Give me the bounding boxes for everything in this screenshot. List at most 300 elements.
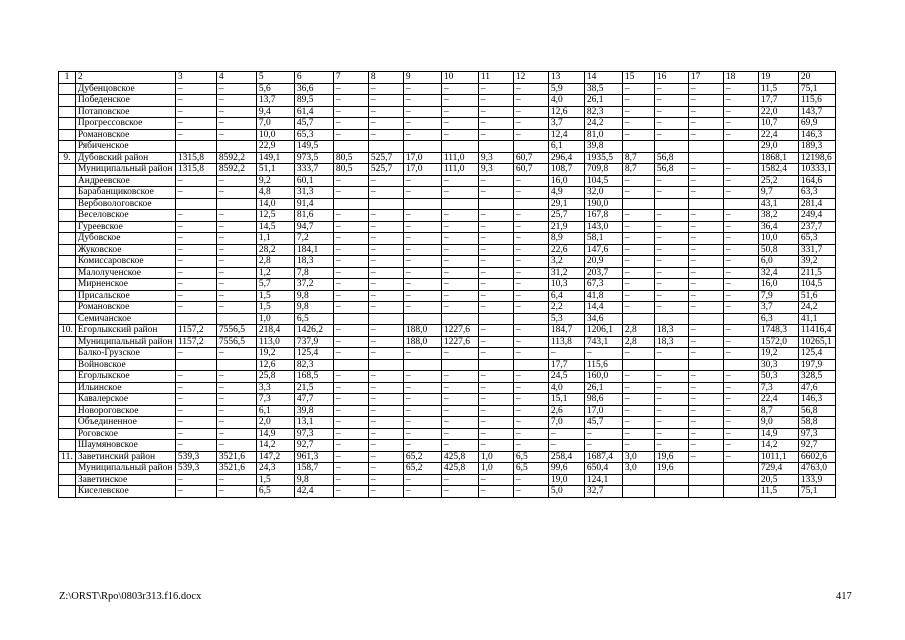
value-cell: 17 [688,72,723,84]
value-cell: 18 [723,72,758,84]
value-cell [333,141,368,153]
value-cell: – [175,210,216,222]
name-cell: Романовское [75,302,175,314]
value-cell: – [441,302,478,314]
value-cell: 111,0 [441,152,478,164]
value-cell [723,474,758,486]
value-cell: 249,4 [798,210,835,222]
table-row [59,267,836,279]
value-cell: 29,0 [758,141,798,153]
index-cell [59,118,76,130]
value-cell: – [478,440,513,452]
value-cell: – [478,267,513,279]
value-cell: – [654,233,688,245]
value-cell: – [333,175,368,187]
name-cell: Объединенное [75,417,175,429]
value-cell: – [622,440,654,452]
value-cell: – [723,129,758,141]
value-cell: 115,6 [584,359,622,371]
value-cell: – [478,486,513,498]
value-cell [513,141,548,153]
value-cell: 328,5 [798,371,835,383]
value-cell: 11416,4 [798,325,835,337]
table-row [59,313,836,325]
table-row [59,325,836,337]
value-cell: 17,0 [584,405,622,417]
value-cell: – [478,290,513,302]
value-cell: 9,8 [294,290,333,302]
value-cell: – [654,244,688,256]
value-cell: – [513,244,548,256]
value-cell: – [368,451,403,463]
value-cell: – [333,290,368,302]
value-cell: – [654,348,688,360]
value-cell: – [333,451,368,463]
value-cell: – [622,267,654,279]
table-row [59,118,836,130]
value-cell: – [513,187,548,199]
value-cell: 94,7 [294,221,333,233]
value-cell [368,198,403,210]
value-cell: – [548,348,584,360]
value-cell: – [622,394,654,406]
value-cell: – [513,474,548,486]
value-cell [175,359,216,371]
value-cell: – [513,279,548,291]
value-cell [441,359,478,371]
table-row [59,486,836,498]
value-cell: 32,0 [584,187,622,199]
value-cell [175,141,216,153]
value-cell: 19,0 [548,474,584,486]
name-cell: Рябиченское [75,141,175,153]
value-cell: 8,7 [622,164,654,176]
value-cell: – [441,83,478,95]
value-cell: 50,3 [758,371,798,383]
index-cell [59,359,76,371]
index-cell [59,394,76,406]
value-cell: – [478,106,513,118]
value-cell: – [478,405,513,417]
name-cell: Егорлыкское [75,371,175,383]
value-cell: – [441,440,478,452]
value-cell: – [403,267,441,279]
index-cell [59,440,76,452]
value-cell: 60,7 [513,164,548,176]
value-cell: 5,6 [256,83,294,95]
value-cell: 32,4 [758,267,798,279]
value-cell: 12,5 [256,210,294,222]
value-cell: 6602,6 [798,451,835,463]
value-cell: 14,9 [758,428,798,440]
value-cell: 14,2 [256,440,294,452]
value-cell: – [216,348,256,360]
value-cell: 1227,6 [441,325,478,337]
value-cell: 19 [758,72,798,84]
value-cell: – [333,267,368,279]
value-cell: – [175,244,216,256]
value-cell: – [688,279,723,291]
value-cell: – [368,382,403,394]
value-cell: 25,7 [548,210,584,222]
value-cell: 143,0 [584,221,622,233]
index-cell [59,417,76,429]
value-cell: – [478,417,513,429]
value-cell: – [723,221,758,233]
value-cell [723,141,758,153]
value-cell: 1315,8 [175,164,216,176]
value-cell: 82,3 [584,106,622,118]
value-cell: – [368,394,403,406]
value-cell: – [175,83,216,95]
value-cell: – [622,129,654,141]
value-cell: – [688,106,723,118]
value-cell [688,463,723,475]
index-cell: 1 [59,72,76,84]
value-cell: – [513,233,548,245]
value-cell [723,359,758,371]
value-cell: – [368,83,403,95]
name-cell: Заветинское [75,474,175,486]
value-cell: 1687,4 [584,451,622,463]
value-cell: – [513,290,548,302]
value-cell: – [622,405,654,417]
value-cell [368,141,403,153]
value-cell: – [175,428,216,440]
value-cell: – [333,394,368,406]
value-cell: – [216,267,256,279]
value-cell: 63,3 [798,187,835,199]
value-cell: 167,8 [584,210,622,222]
value-cell: 45,7 [584,417,622,429]
table-row [59,244,836,256]
value-cell: 104,5 [798,279,835,291]
value-cell: 8,9 [548,233,584,245]
table-row [59,290,836,302]
value-cell: – [175,348,216,360]
value-cell: 17,7 [548,359,584,371]
value-cell: 146,3 [798,129,835,141]
value-cell: 22,9 [256,141,294,153]
value-cell: – [175,118,216,130]
value-cell: – [216,129,256,141]
value-cell: 2,8 [622,325,654,337]
value-cell: 2,8 [622,336,654,348]
value-cell: 50,8 [758,244,798,256]
value-cell: 80,5 [333,164,368,176]
value-cell: – [688,267,723,279]
value-cell: 125,4 [798,348,835,360]
value-cell: – [403,83,441,95]
value-cell: 6,5 [294,313,333,325]
value-cell: 24,2 [798,302,835,314]
value-cell: – [688,371,723,383]
value-cell [175,198,216,210]
name-cell: Муниципальный район [75,463,175,475]
value-cell: 3,2 [548,256,584,268]
value-cell: 11,5 [758,83,798,95]
index-cell [59,486,76,498]
value-cell: – [654,440,688,452]
value-cell: – [478,95,513,107]
value-cell: 12,6 [548,106,584,118]
value-cell: 10265,1 [798,336,835,348]
value-cell: 14,2 [758,440,798,452]
value-cell: – [175,290,216,302]
value-cell: 9,0 [758,417,798,429]
value-cell: 10,0 [758,233,798,245]
value-cell: – [654,382,688,394]
value-cell: 6,5 [513,451,548,463]
name-cell: Прогрессовское [75,118,175,130]
value-cell: 18,3 [654,336,688,348]
value-cell: – [368,486,403,498]
value-cell: – [441,428,478,440]
value-cell: 10,3 [548,279,584,291]
value-cell: – [723,405,758,417]
value-cell: 19,2 [758,348,798,360]
table-row [59,152,836,164]
value-cell: 56,8 [798,405,835,417]
value-cell: – [622,256,654,268]
value-cell: – [548,428,584,440]
value-cell: – [688,187,723,199]
value-cell: – [175,175,216,187]
value-cell [368,313,403,325]
table-row [59,175,836,187]
value-cell: – [175,382,216,394]
value-cell [622,359,654,371]
value-cell: – [216,175,256,187]
value-cell [478,313,513,325]
name-cell: Гуреевское [75,221,175,233]
value-cell: – [513,405,548,417]
value-cell: – [216,486,256,498]
index-cell [59,198,76,210]
value-cell: 80,5 [333,152,368,164]
value-cell: – [175,474,216,486]
value-cell: – [333,405,368,417]
value-cell: – [333,244,368,256]
value-cell: – [368,118,403,130]
index-cell [59,256,76,268]
value-cell: – [723,371,758,383]
value-cell [368,359,403,371]
value-cell: 729,4 [758,463,798,475]
value-cell: 16,0 [548,175,584,187]
footer-page-number: 417 [836,591,852,602]
value-cell: – [216,394,256,406]
value-cell: 189,3 [798,141,835,153]
value-cell: – [403,129,441,141]
value-cell: 39,8 [294,405,333,417]
value-cell: – [478,428,513,440]
value-cell: 16,0 [758,279,798,291]
value-cell: – [478,118,513,130]
name-cell: Комиссаровское [75,256,175,268]
name-cell: Ильинское [75,382,175,394]
value-cell: – [403,118,441,130]
value-cell: – [333,279,368,291]
value-cell: – [584,440,622,452]
value-cell: 17,7 [758,95,798,107]
footer-file-path: Z:\ORST\Rpo\0803r313.f16.docx [59,591,202,602]
value-cell: 3521,6 [216,451,256,463]
value-cell: – [368,210,403,222]
value-cell: – [403,175,441,187]
value-cell: 12 [513,72,548,84]
value-cell: 15,1 [548,394,584,406]
value-cell: 92,7 [798,440,835,452]
value-cell [622,486,654,498]
value-cell: – [654,267,688,279]
value-cell: – [403,106,441,118]
value-cell: – [584,348,622,360]
value-cell: 525,7 [368,164,403,176]
name-cell: Войновское [75,359,175,371]
index-cell [59,164,76,176]
value-cell: – [216,440,256,452]
value-cell: 14,0 [256,198,294,210]
value-cell: 1206,1 [584,325,622,337]
value-cell: – [654,405,688,417]
value-cell: – [688,164,723,176]
value-cell: – [441,233,478,245]
value-cell: 9,3 [478,164,513,176]
value-cell: 3,0 [622,463,654,475]
index-cell [59,210,76,222]
value-cell: – [513,382,548,394]
value-cell: – [723,106,758,118]
value-cell: – [216,221,256,233]
table-body [59,72,836,498]
value-cell: – [216,256,256,268]
index-cell [59,175,76,187]
value-cell: 65,2 [403,463,441,475]
value-cell: – [175,187,216,199]
table-row [59,382,836,394]
value-cell [688,474,723,486]
value-cell: – [368,417,403,429]
value-cell [441,198,478,210]
value-cell: – [441,290,478,302]
value-cell: – [403,95,441,107]
value-cell: 1,5 [256,302,294,314]
value-cell: – [654,187,688,199]
value-cell: 8,7 [622,152,654,164]
value-cell: – [723,440,758,452]
value-cell: 81,6 [294,210,333,222]
value-cell: – [654,371,688,383]
value-cell: 75,1 [798,486,835,498]
value-cell: 98,6 [584,394,622,406]
value-cell: 56,8 [654,152,688,164]
value-cell: – [368,474,403,486]
value-cell: – [654,279,688,291]
value-cell: – [333,417,368,429]
value-cell [688,198,723,210]
value-cell: 709,8 [584,164,622,176]
value-cell: 92,7 [294,440,333,452]
value-cell: 36,4 [758,221,798,233]
value-cell: 24,2 [584,118,622,130]
value-cell: 41,8 [584,290,622,302]
value-cell: – [368,440,403,452]
value-cell: 51,6 [798,290,835,302]
value-cell: 8592,2 [216,164,256,176]
value-cell [688,486,723,498]
value-cell: – [403,210,441,222]
value-cell: – [175,106,216,118]
name-cell: Роговское [75,428,175,440]
table-row [59,359,836,371]
value-cell: – [513,440,548,452]
value-cell: – [175,486,216,498]
value-cell [403,359,441,371]
value-cell: – [478,325,513,337]
value-cell: – [688,348,723,360]
value-cell: 9,8 [294,302,333,314]
value-cell: – [478,83,513,95]
value-cell: – [723,118,758,130]
value-cell [403,313,441,325]
value-cell: – [216,371,256,383]
value-cell: 7,0 [548,417,584,429]
value-cell: 75,1 [798,83,835,95]
value-cell: – [368,290,403,302]
name-cell: Киселевское [75,486,175,498]
value-cell: – [478,187,513,199]
value-cell: – [654,256,688,268]
value-cell [441,313,478,325]
value-cell [654,474,688,486]
value-cell: – [368,348,403,360]
table-row [59,394,836,406]
table-row [59,451,836,463]
value-cell: – [441,210,478,222]
value-cell: – [478,382,513,394]
value-cell: – [723,302,758,314]
value-cell: – [654,210,688,222]
value-cell [216,313,256,325]
value-cell: – [654,129,688,141]
index-cell [59,463,76,475]
value-cell: 9,3 [478,152,513,164]
value-cell: – [175,417,216,429]
value-cell: 14,4 [584,302,622,314]
value-cell: 22,4 [758,394,798,406]
value-cell: 1011,1 [758,451,798,463]
value-cell: – [513,256,548,268]
value-cell [216,359,256,371]
value-cell: – [368,325,403,337]
index-cell [59,233,76,245]
value-cell: 12,6 [256,359,294,371]
value-cell: 32,7 [584,486,622,498]
value-cell: – [403,382,441,394]
value-cell: 22,0 [758,106,798,118]
value-cell: 65,3 [294,129,333,141]
value-cell: 1315,8 [175,152,216,164]
value-cell: – [688,382,723,394]
table-row [59,336,836,348]
value-cell: – [548,440,584,452]
value-cell: – [441,348,478,360]
value-cell: – [441,382,478,394]
value-cell: 1227,6 [441,336,478,348]
value-cell: 13 [548,72,584,84]
value-cell: – [333,233,368,245]
